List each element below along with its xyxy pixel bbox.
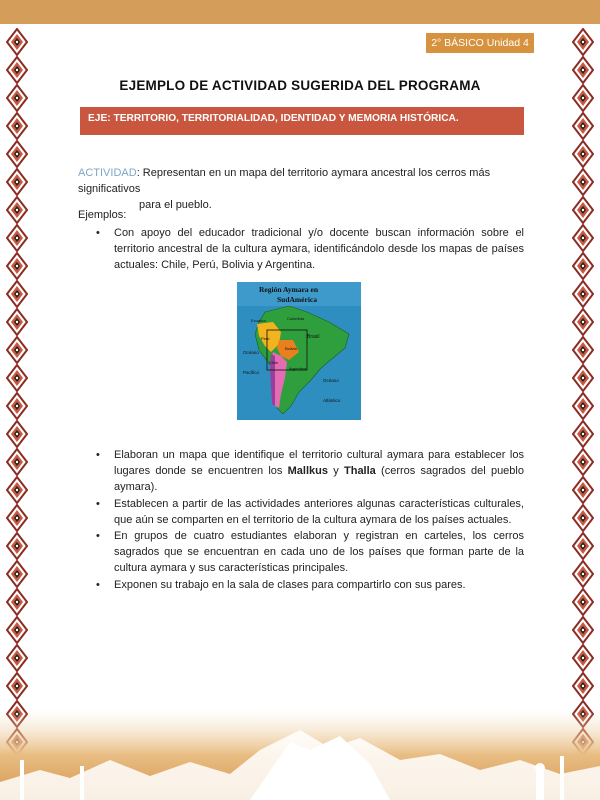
eje-heading: EJE: TERRITORIO, TERRITORIALIDAD, IDENTIDAD Y MEMORIA HISTÓRICA. xyxy=(80,107,524,135)
top-band xyxy=(0,0,600,24)
list-item xyxy=(96,447,524,496)
mallkus-term: Mallkus xyxy=(287,465,328,478)
page-title: EJEMPLO DE ACTIVIDAD SUGERIDA DEL PROGRAMA xyxy=(119,78,481,93)
examples-list-2 xyxy=(96,447,524,593)
list-item-text: (cerros sagrados del pueblo aymara). xyxy=(114,465,524,494)
examples-label: Ejemplos: xyxy=(78,209,127,221)
left-decorative-border xyxy=(6,28,28,756)
list-item: • Con apoyo del educador tradicional y/o docente buscan información sobre el territorio ancestral de la cultura aymara, identificándolo desde los mapas de países actuales: Chile, Perú, Bolivia y Argentina. xyxy=(96,225,524,274)
map-label-ocean-right: Océano xyxy=(323,378,339,383)
map-label-ocean-left: Océano xyxy=(243,350,259,355)
list-item: • En grupos de cuatro estudiantes elaboran y registran en carteles, los cerros sagrados que se encuentran en cada uno de los países que forman parte de la cultura aymara y sus características principales. xyxy=(96,528,524,577)
list-item: • Establecen a partir de las actividades anteriores algunas características culturales, que aún se comparten en el territorio de la cultura aymara de los países actuales. xyxy=(96,496,524,528)
map-label-chile: Chile xyxy=(269,360,279,365)
map-title-line1: Región Aymara en xyxy=(259,285,319,294)
activity-label: ACTIVIDAD xyxy=(78,167,137,179)
aymara-region-map xyxy=(237,282,361,420)
map-label-peru: Perú xyxy=(261,336,270,341)
map-label-ecuador: Ecuador xyxy=(251,318,266,323)
map-label-pacific: Pacífico xyxy=(243,370,260,375)
activity-text: : Representan en un mapa del territorio aymara ancestral los cerros más significativos xyxy=(78,167,491,195)
unit-tab: 2° BÁSICO Unidad 4 xyxy=(426,33,534,53)
bottom-decorative-landscape xyxy=(0,690,600,800)
map-label-atlantic: Atlántico xyxy=(323,398,341,403)
map-label-bolivia: Bolivia xyxy=(285,346,297,351)
right-decorative-border xyxy=(572,28,594,756)
thalla-term: Thalla xyxy=(344,465,376,478)
map-label-colombia: Colombia xyxy=(287,316,304,321)
list-item-text: Elaboran un mapa que identifique el territorio cultural aymara para establecer los lugares donde se encuentren los xyxy=(114,449,524,478)
list-item-text: y xyxy=(328,465,344,478)
map-label-brasil: Brasil xyxy=(307,334,320,340)
examples-list-1 xyxy=(96,225,524,274)
activity-description xyxy=(78,165,524,213)
map-label-argentina: Argentina xyxy=(289,366,307,371)
map-graphic xyxy=(237,282,361,420)
list-item: • Exponen su trabajo en la sala de clases para compartirlo con sus pares. xyxy=(96,577,524,593)
activity-text-continued: para el pueblo. xyxy=(139,199,212,211)
map-title-line2: SudAmérica xyxy=(277,295,317,304)
